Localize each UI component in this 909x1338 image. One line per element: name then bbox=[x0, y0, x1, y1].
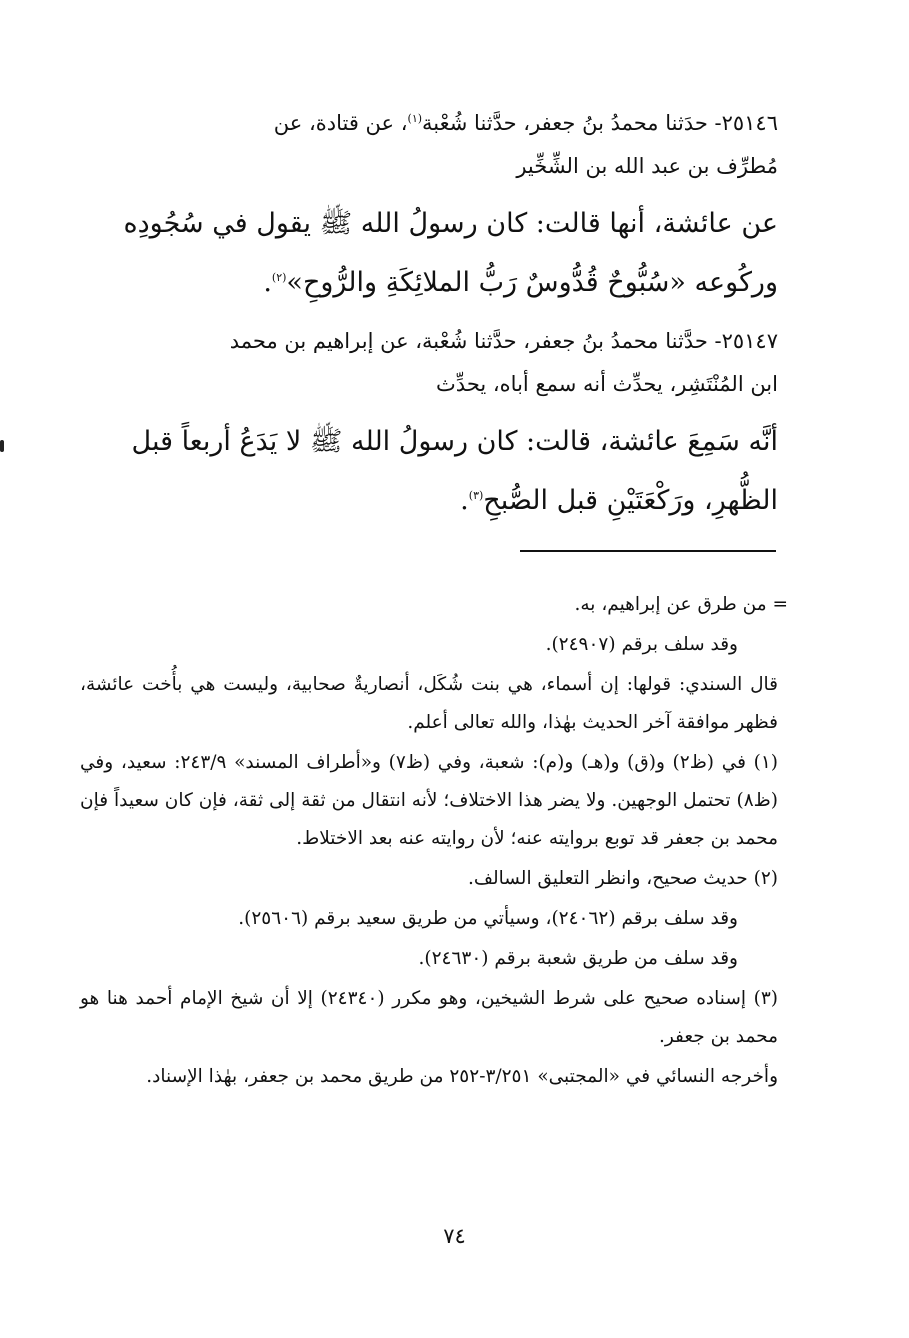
hadith-25146-isnad-line1: ٢٥١٤٦- حدَثنا محمدُ بنُ جعفر، حدَّثنا شُعْبة bbox=[422, 111, 778, 135]
hadith-25146-isnad-line2: مُطرِّف بن عبد الله بن الشِّخِّير bbox=[516, 154, 778, 178]
hadith-25146-isnad bbox=[80, 102, 778, 188]
footnotes bbox=[80, 586, 788, 1096]
footnote-ref-2[interactable]: (٢) bbox=[271, 271, 287, 284]
footnote-ref-1[interactable]: (١) bbox=[407, 112, 423, 125]
footnote-sindi: قال السندي: قولها: إن أسماء، هي بنت شُكَل، أنصاريةٌ صحابية، وليست هي بأُخت عائشة، فظهر موافقة آخر الحديث بهٰذا، والله تعالى أعلم. bbox=[80, 674, 778, 733]
footnote-3: (٣) إسناده صحيح على شرط الشيخين، وهو مكرر (٢٤٣٤٠) إلا أن شيخ الإمام أحمد هنا هو محمد بن جعفر. bbox=[80, 988, 778, 1047]
footnote-separator-wrap bbox=[80, 538, 778, 570]
hadith-25146-matn-line2: وركُوعه «سُبُّوحٌ قُدُّوسٌ رَبُّ الملائِكَةِ والرُّوحِ» bbox=[286, 267, 778, 298]
footnote-2-ref-a: وقد سلف برقم (٢٤٠٦٢)، وسيأتي من طريق سعيد برقم (٢٥٦٠٦). bbox=[238, 908, 738, 929]
footnote-separator bbox=[520, 550, 776, 552]
page-edge-mark bbox=[0, 440, 4, 452]
hadith-25146-matn bbox=[80, 194, 778, 312]
hadith-25147-matn bbox=[80, 412, 778, 530]
hadith-25147-matn-line2: الظُّهرِ، ورَكْعَتَيْنِ قبل الصُّبحِ bbox=[483, 485, 778, 516]
page-body bbox=[80, 102, 788, 1098]
hadith-25147-isnad-line2: ابن المُنْتَشِر، يحدِّث أنه سمع أباه، يحدِّث bbox=[436, 372, 778, 396]
page-number: ٧٤ bbox=[443, 1224, 466, 1248]
hadith-25147-matn-end: . bbox=[460, 485, 469, 516]
footnote-ref-3[interactable]: (٣) bbox=[468, 489, 484, 502]
hadith-25146-isnad-line1-end: ، عن قتادة، عن bbox=[273, 111, 408, 135]
hadith-25147-matn-line1: أنَّه سَمِعَ عائشة، قالت: كان رسولُ الله ﷺ لا يَدَعُ أربعاً قبل bbox=[131, 426, 778, 457]
footnote-continuation-ref: وقد سلف برقم (٢٤٩٠٧). bbox=[545, 634, 738, 655]
footnote-2-ref-b: وقد سلف من طريق شعبة برقم (٢٤٦٣٠). bbox=[418, 948, 738, 969]
hadith-25147-isnad-line1: ٢٥١٤٧- حدَّثنا محمدُ بنُ جعفر، حدَّثنا شُعْبة، عن إبراهيم بن محمد bbox=[229, 329, 778, 353]
footnote-2: (٢) حديث صحيح، وانظر التعليق السالف. bbox=[468, 868, 778, 889]
hadith-25146-matn-line1: عن عائشة، أنها قالت: كان رسولُ الله ﷺ يقول في سُجُودِه bbox=[123, 208, 778, 239]
footnote-continuation: = من طرق عن إبراهيم، به. bbox=[574, 594, 788, 615]
hadith-25147-isnad bbox=[80, 320, 778, 406]
footnote-3-ref: وأخرجه النسائي في «المجتبى» ٣/٢٥١-٢٥٢ من طريق محمد بن جعفر، بهٰذا الإسناد. bbox=[146, 1066, 778, 1087]
footnote-1: (١) في (ظ٢) و(ق) و(هـ) و(م): شعبة، وفي (ظ٧) و«أطراف المسند» ٢٤٣/٩: سعيد، وفي (ظ٨) تحتمل الوجهين. ولا يضر هذا الاختلاف؛ لأنه انتقال من ثقة إلى ثقة، فإن كان سعيداً فإن محمد بن جعفر قد توبع بروايته عنه؛ لأن روايته عنه بعد الاختلاط. bbox=[80, 752, 778, 849]
hadith-25146-matn-end: . bbox=[263, 267, 272, 298]
